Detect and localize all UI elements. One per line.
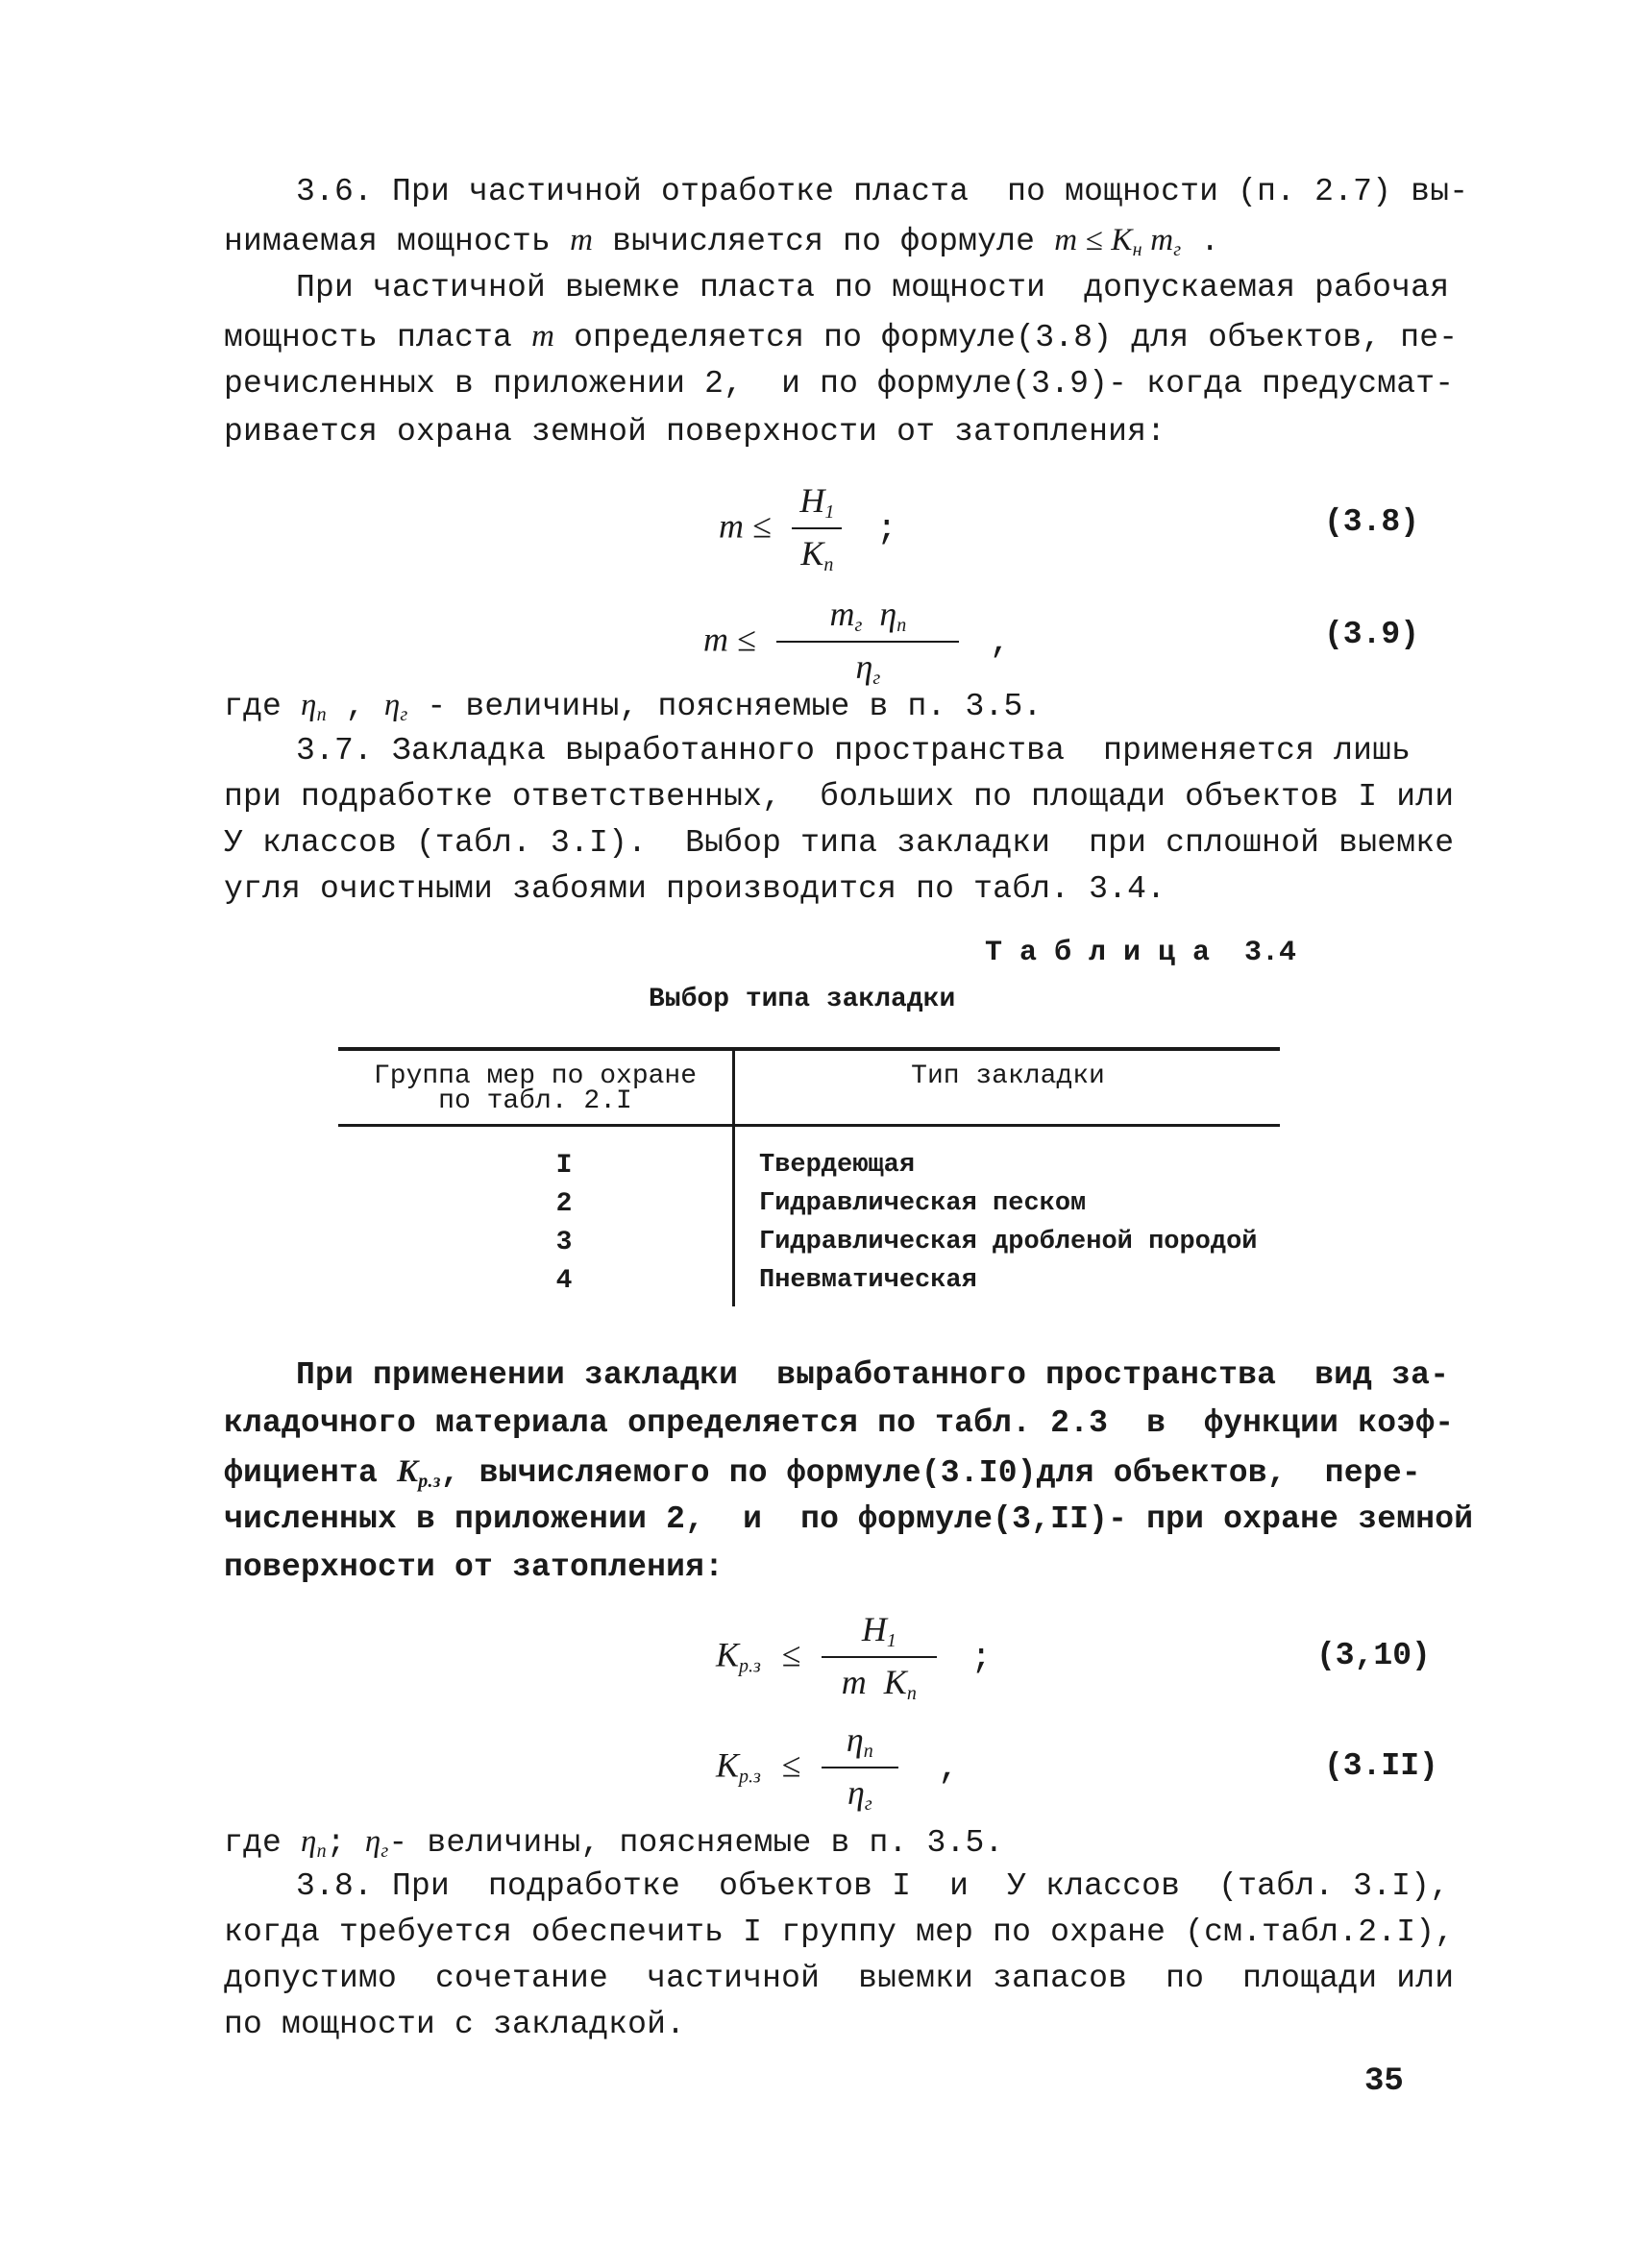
var-m: m (570, 223, 594, 257)
subscript: г (864, 1793, 872, 1815)
symbol: η (301, 1824, 317, 1859)
text: фициента (224, 1455, 398, 1491)
inline-formula: m ≤ K (1054, 223, 1133, 257)
formula-lhs: m ≤ (719, 506, 772, 546)
para-3-6-line2 (224, 219, 1219, 271)
text: вычисляется по формуле (593, 224, 1055, 259)
subscript: г (854, 615, 863, 636)
para-3-8-line4: по мощности с закладкой. (224, 2007, 686, 2042)
para-3-7-line1: 3.7. Закладка выработанного пространства применяется лишь (296, 733, 1412, 768)
subscript: г (381, 1841, 389, 1862)
table-top-rule (338, 1047, 1280, 1051)
para-3-8-line1: 3.8. При подработке объектов I и У классов (табл. 3.I), (296, 1868, 1450, 1904)
text: где (224, 689, 302, 724)
text: где (224, 1825, 302, 1861)
fraction (822, 1609, 937, 1705)
denominator: η (855, 647, 873, 686)
table-cell-group: 3 (555, 1228, 573, 1257)
denominator: K (800, 534, 824, 573)
table-cell-group: 2 (555, 1189, 573, 1219)
subscript: г (1173, 239, 1182, 260)
para-3-6-line1: 3.6. При частичной отработке пласта по мощности (п. 2.7) вы- (296, 174, 1469, 209)
para-3-7-line4: угля очистными забоями производится по табл. 3.4. (224, 871, 1166, 907)
table-column-divider (732, 1047, 735, 1306)
subscript: р.з (739, 1766, 761, 1788)
para-filling-line1: При применении закладки выработанного пространства вид за- (296, 1357, 1450, 1393)
page-number: 35 (1364, 2063, 1404, 2100)
formula-3-9 (703, 594, 1011, 690)
para-partial-line4: ривается охрана земной поверхности от затопления: (224, 414, 1166, 450)
para-filling-line2: кладочного материала определяется по табл. 2.3 в функции коэф- (224, 1405, 1455, 1441)
subscript: г (872, 668, 881, 689)
formula-3-9-label: (3.9) (1324, 617, 1420, 652)
symbol: η (364, 1824, 381, 1859)
text: , вычисляемого по формуле(3.I0)для объектов, пере- (440, 1455, 1421, 1491)
text: ; (326, 1825, 365, 1861)
text: - величины, поясняемые в п. 3.5. (388, 1825, 1004, 1861)
table-cell-type: Твердеющая (759, 1151, 916, 1180)
formula-lhs: K (716, 1745, 740, 1785)
fraction-bar (822, 1767, 898, 1768)
fraction-bar (792, 527, 842, 529)
subscript: п (896, 615, 907, 636)
formula-3-11 (716, 1719, 959, 1816)
subscript: п (823, 554, 834, 575)
para-filling-line4: численных в приложении 2, и по формуле(3,II)- при охране земной (224, 1501, 1474, 1537)
formula-3-8 (719, 480, 897, 576)
subscript: п (863, 1741, 873, 1762)
fraction (792, 480, 842, 576)
where-line-2 (224, 1820, 1004, 1872)
formula-tail: , (938, 1747, 960, 1788)
table-cell-type: Пневматическая (759, 1266, 977, 1295)
denominator: K (883, 1663, 907, 1701)
subscript: р.з (418, 1471, 441, 1492)
subscript: р.з (739, 1655, 761, 1677)
para-3-8-line2: когда требуется обеспечить I группу мер по охране (см.табл.2.I), (224, 1914, 1455, 1950)
text: определяется по формуле(3.8) для объектов, пе- (554, 320, 1459, 355)
subscript: п (316, 704, 327, 725)
table-cell-type: Гидравлическая песком (759, 1189, 1087, 1218)
numerator: η (879, 595, 897, 633)
subscript: 1 (824, 501, 835, 523)
text: нимаемая мощность (224, 224, 571, 259)
symbol: η (383, 688, 401, 722)
fraction (776, 594, 959, 690)
formula-3-11-label: (3.II) (1324, 1748, 1438, 1784)
relation: ≤ (781, 1635, 801, 1674)
denominator: η (847, 1773, 865, 1812)
para-3-7-line3: У классов (табл. 3.I). Выбор типа закладки при сплошной выемке (224, 825, 1455, 861)
symbol: η (301, 688, 317, 722)
text: - величины, поясняемые в п. 3.5. (407, 689, 1043, 724)
para-partial-line2 (224, 315, 1458, 359)
numerator: m (829, 595, 855, 633)
relation: ≤ (781, 1745, 801, 1785)
para-partial-line1: При частичной выемке пласта по мощности допускаемая рабочая (296, 270, 1450, 305)
header-line: Группа мер по охране (373, 1061, 698, 1091)
table-header-rule (338, 1124, 1280, 1127)
formula-tail: , (989, 622, 1011, 662)
para-filling-line5: поверхности от затопления: (224, 1549, 724, 1585)
var-k: K (397, 1454, 419, 1489)
var-m: m (531, 319, 555, 354)
text: мощность пласта (224, 320, 532, 355)
formula-tail: ; (970, 1637, 993, 1677)
table-header-col2: Тип закладки (911, 1061, 1105, 1091)
denominator: m (841, 1663, 867, 1701)
inline-formula: m (1142, 223, 1174, 257)
fraction-bar (822, 1656, 937, 1658)
table-title: Выбор типа закладки (649, 985, 956, 1014)
fraction-bar (776, 641, 959, 643)
para-3-7-line2: при подработке ответственных, больших по площади объектов I или (224, 779, 1455, 815)
formula-3-8-label: (3.8) (1324, 504, 1420, 540)
formula-3-10-label: (3,10) (1316, 1638, 1431, 1673)
subscript: п (316, 1841, 327, 1862)
para-partial-line3: речисленных в приложении 2, и по формуле(3.9)- когда предусмат- (224, 366, 1455, 402)
table-cell-group: 4 (555, 1266, 573, 1296)
subscript: 1 (886, 1630, 896, 1651)
subscript: г (400, 704, 408, 725)
numerator: H (861, 1610, 887, 1648)
table-number: Т а б л и ц а 3.4 (985, 937, 1297, 969)
subscript: п (906, 1683, 917, 1704)
numerator: η (846, 1720, 864, 1759)
formula-3-10 (716, 1609, 992, 1705)
para-filling-line3 (224, 1451, 1421, 1502)
subscript: н (1132, 239, 1142, 260)
table-cell-type: Гидравлическая дробленой породой (759, 1228, 1258, 1256)
table-cell-group: I (555, 1151, 573, 1181)
header-line: по табл. 2.I (438, 1086, 632, 1116)
table-header-col1 (338, 1061, 732, 1116)
formula-lhs: m ≤ (703, 620, 756, 659)
formula-tail: ; (875, 508, 897, 549)
text: , (326, 689, 384, 724)
numerator: H (799, 481, 825, 520)
text: . (1181, 224, 1220, 259)
where-line-1 (224, 684, 1043, 736)
formula-lhs: K (716, 1635, 740, 1674)
para-3-8-line3: допустимо сочетание частичной выемки запасов по площади или (224, 1961, 1455, 1996)
fraction (822, 1719, 898, 1816)
